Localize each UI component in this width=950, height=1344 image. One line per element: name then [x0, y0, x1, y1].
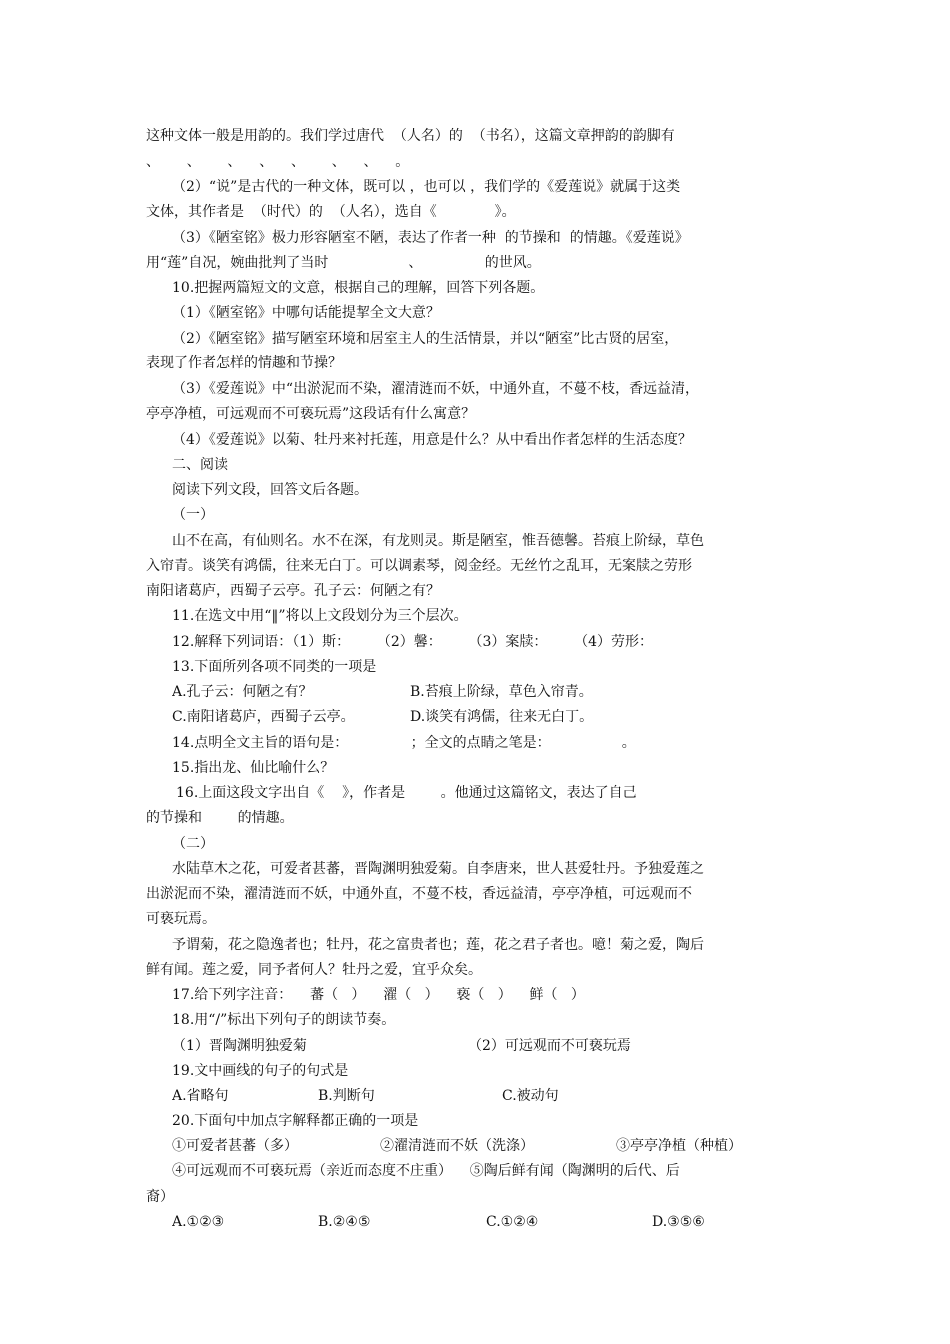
question-line: 12.解释下列词语：（1）斯： （2）馨： （3）案牍： （4）劳形：: [172, 634, 653, 650]
text-line: 亭亭净植，可远观而不可亵玩焉”这段话有什么寓意？: [146, 406, 476, 422]
text-line: 表现了作者怎样的情趣和节操？: [146, 355, 342, 371]
option-b: B.判断句: [318, 1088, 375, 1104]
question-line: 20.下面句中加点字解释都正确的一项是: [172, 1113, 419, 1129]
passage-line: 入帘青。谈笑有鸿儒，往来无白丁。可以调素琴，阅金经。无丝竹之乱耳，无案牍之劳形: [146, 558, 692, 574]
passage-heading: （二）: [172, 836, 214, 852]
question-line: 18.用“/”标出下列句子的朗读节奏。: [172, 1012, 396, 1028]
option-a: A.①②③: [172, 1214, 225, 1230]
text-line: 文体，其作者是 （时代）的 （人名），选自《 》。: [146, 204, 516, 220]
text-line: （3）《爱莲说》中“出淤泥而不染，濯清涟而不妖，中通外直，不蔓不枝，香远益清，: [172, 381, 700, 397]
option-a: A.省略句: [172, 1088, 229, 1104]
text-line: （1）《陋室铭》中哪句话能提挈全文大意？: [172, 305, 440, 321]
option-row: [172, 1210, 806, 1234]
text-line: （2）《陋室铭》描写陋室环境和居室主人的生活情景，并以“陋室”比古贤的居室，: [172, 331, 679, 347]
option-c: C.南阳诸葛庐，西蜀子云亭。: [172, 709, 355, 725]
text-line: 阅读下列文段，回答文后各题。: [172, 482, 368, 498]
option-c: C.①②④: [486, 1214, 539, 1230]
option-row: [172, 680, 806, 704]
text-line: 裔）: [146, 1189, 174, 1205]
passage-line: 南阳诸葛庐，西蜀子云亭。孔子云：何陋之有？: [146, 583, 440, 599]
text-line: 用“莲”自况，婉曲批判了当时 、 的世风。: [146, 255, 541, 271]
option-a: A.孔子云：何陋之有？: [172, 684, 313, 700]
option-row: [172, 1034, 806, 1058]
passage-line: 山不在高，有仙则名。水不在深，有龙则灵。斯是陋室，惟吾德馨。苔痕上阶绿，草色: [172, 533, 704, 549]
question-line: 16.上面这段文字出自《 》，作者是 。他通过这篇铭文，表达了自己: [176, 785, 637, 801]
section-heading: 二、阅读: [172, 457, 228, 473]
option-c: C.被动句: [502, 1088, 559, 1104]
text-line: 、 、 、 、 、 、 、 。: [146, 154, 410, 170]
passage-line: 水陆草木之花，可爱者甚蕃，晋陶渊明独爱菊。自李唐来，世人甚爱牡丹。予独爱莲之: [172, 861, 704, 877]
option-row: [172, 1134, 806, 1158]
passage-line: 鲜有闻。莲之爱，同予者何人？牡丹之爱，宜乎众矣。: [146, 962, 482, 978]
text-line: （3）《陋室铭》极力形容陋室不陋，表达了作者一种 的节操和 的情趣。《爱莲说》: [172, 230, 689, 246]
option-row: [172, 1084, 806, 1108]
text-line: 这种文体一般是用韵的。我们学过唐代 （人名）的 （书名），这篇文章押韵的韵脚有: [146, 128, 675, 144]
item-1: ①可爱者甚蕃（多）: [172, 1138, 298, 1154]
option-b: B.②④⑤: [318, 1214, 371, 1230]
sentence-2: （2）可远观而不可亵玩焉: [468, 1038, 631, 1054]
passage-line: 可亵玩焉。: [146, 911, 216, 927]
question-line: 17.给下列字注音： 蕃（ ） 濯（ ） 亵（ ） 鲜（ ）: [172, 987, 585, 1003]
passage-line: 予谓菊，花之隐逸者也；牡丹，花之富贵者也；莲，花之君子者也。噫！菊之爱，陶后: [172, 937, 704, 953]
text-line: ④可远观而不可亵玩焉（亲近而态度不庄重） ⑤陶后鲜有闻（陶渊明的后代、后: [172, 1163, 680, 1179]
question-line: 19.文中画线的句子的句式是: [172, 1063, 349, 1079]
text-line: （2）“说”是古代的一种文体，既可以 ，也可以 ，我们学的《爱莲说》就属于这类: [172, 179, 681, 195]
question-line: 14.点明全文主旨的语句是： ；全文的点睛之笔是： 。: [172, 735, 636, 751]
option-row: [172, 705, 806, 729]
passage-heading: （一）: [172, 507, 214, 523]
passage-line: 出淤泥而不染，濯清涟而不妖，中通外直，不蔓不枝，香远益清，亭亭净植，可远观而不: [146, 886, 692, 902]
question-heading: 10.把握两篇短文的文意，根据自己的理解，回答下列各题。: [172, 280, 545, 296]
item-2: ②濯清涟而不妖（洗涤）: [380, 1138, 534, 1154]
option-d: D.③⑤⑥: [652, 1214, 705, 1230]
text-line: （4）《爱莲说》以菊、牡丹来衬托莲，用意是什么？从中看出作者怎样的生活态度？: [172, 432, 692, 448]
question-line: 13.下面所列各项不同类的一项是: [172, 659, 377, 675]
question-line: 15.指出龙、仙比喻什么？: [172, 760, 335, 776]
option-d: D.谈笑有鸿儒，往来无白丁。: [410, 709, 594, 725]
question-line: 的节操和 的情趣。: [146, 810, 294, 826]
question-line: 11.在选文中用“‖”将以上文段划分为三个层次。: [172, 608, 468, 624]
sentence-1: （1）晋陶渊明独爱菊: [172, 1038, 307, 1054]
option-b: B.苔痕上阶绿，草色入帘青。: [410, 684, 593, 700]
item-3: ③亭亭净植（种植）: [616, 1138, 742, 1154]
